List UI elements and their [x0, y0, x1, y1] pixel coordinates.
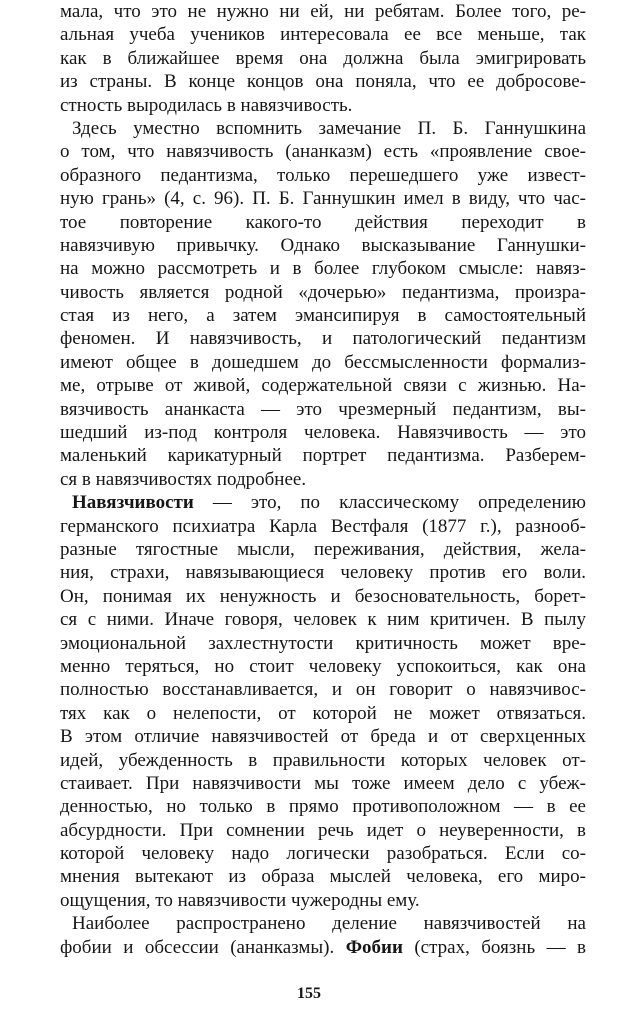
text-line: Наиболее распространено деление навязчивостей на [72, 913, 586, 935]
paragraph-4 [60, 912, 586, 959]
text-line: на можно рассмотреть и в более глубоком смысле: навяз- [60, 258, 586, 280]
text-line: навязчивую привычку. Однако высказывание Ганнушки- [60, 234, 586, 256]
text-line: феномен. И навязчивость, и патологический педантизм [60, 328, 586, 350]
text-line: ощущения, то навязчивости чужеродны ему. [60, 889, 420, 911]
text-line [60, 491, 586, 514]
text-line: эмоциональной захлестнутости критичность может вре- [60, 632, 586, 654]
term-phobias: Фобии [345, 936, 403, 958]
text-line: маленький карикатурный портрет педантизма. Разберем- [60, 445, 586, 467]
text-fragment: — это, по классическому определению [193, 492, 586, 514]
text-line: ния, страхи, навязывающиеся человеку против его воли. [60, 562, 586, 584]
text-line: Он, понимая их ненужность и безосновательность, борет- [60, 585, 586, 607]
text-line: вязчивость ананкаста — это чрезмерный педантизм, вы- [60, 398, 586, 420]
text-line: стность выродилась в навязчивость. [60, 94, 353, 116]
text-line: ме, отрыве от живой, содержательной связи с жизнью. На- [60, 375, 586, 397]
text-line: ную грань» (4, с. 96). П. Б. Ганнушкин имел в виду, что час- [60, 188, 586, 210]
text-line: шедший из-под контроля человека. Навязчивость — это [60, 422, 586, 444]
text-line: разные тягостные мысли, переживания, действия, жела- [60, 538, 586, 560]
text-line: альная учеба учеников интересовала ее все меньше, так [60, 24, 586, 46]
paragraph-2 [60, 117, 586, 491]
text-line: Здесь уместно вспомнить замечание П. Б. Ганнушкина [72, 117, 586, 139]
text-line: германского психиатра Карла Вестфаля (1877 г.), разнооб- [60, 515, 586, 537]
text-line: идей, убежденность в правильности которых человек от- [60, 749, 586, 771]
text-line: денностью, но только в прямо противоположном — в ее [60, 796, 586, 818]
text-line: мнения вытекают из образа мыслей человека, его миро- [60, 866, 586, 888]
text-line: В этом отличие навязчивостей от бреда и от сверхценных [60, 726, 586, 748]
text-line: стая из него, а затем эмансипируя в самостоятельный [60, 305, 586, 327]
text-line [60, 936, 586, 959]
page-number: 155 [297, 985, 321, 1002]
text-line: абсурдности. При сомнении речь идет о неуверенности, в [60, 819, 586, 841]
paragraph-1 [60, 0, 586, 117]
text-line: чивость является родной «дочерью» педантизма, произра- [60, 281, 586, 303]
text-line: тое повторение какого-то действия переходит в [60, 211, 586, 233]
text-fragment: фобии и обсессии (ананказмы). [60, 936, 346, 958]
text-line: как в ближайшее время она должна была эмигрировать [60, 47, 586, 69]
text-line: имеют общее в дошедшем до бессмысленности формализ- [60, 351, 586, 373]
book-page [60, 0, 586, 959]
text-line: тях как о нелепости, от которой не может отвязаться. [60, 702, 586, 724]
text-line: полностью восстанавливается, и он говорит о навязчивос- [60, 679, 586, 701]
text-line: образного педантизма, только перешедшего уже извест- [60, 164, 586, 186]
text-line: ся с ними. Иначе говоря, человек к ним критичен. В пылу [60, 609, 586, 631]
text-line: менно теряться, но стоит человеку успокоиться, как она [60, 655, 586, 677]
text-line: из страны. В конце концов она поняла, что ее добросове- [60, 71, 586, 93]
paragraph-3 [60, 491, 586, 912]
text-line: о том, что навязчивость (ананказм) есть «проявление свое- [60, 141, 586, 163]
term-obsessions: Навязчивости [72, 492, 194, 514]
text-line: ся в навязчивостях подробнее. [60, 468, 307, 490]
text-line: мала, что это не нужно ни ей, ни ребятам. Более того, ре- [60, 1, 586, 22]
text-fragment: (страх, боязнь — в [402, 936, 586, 958]
text-line: стаивает. При навязчивости мы тоже имеем дело с убеж- [60, 772, 586, 794]
text-line: которой человеку надо логически разобраться. Если со- [60, 843, 586, 865]
